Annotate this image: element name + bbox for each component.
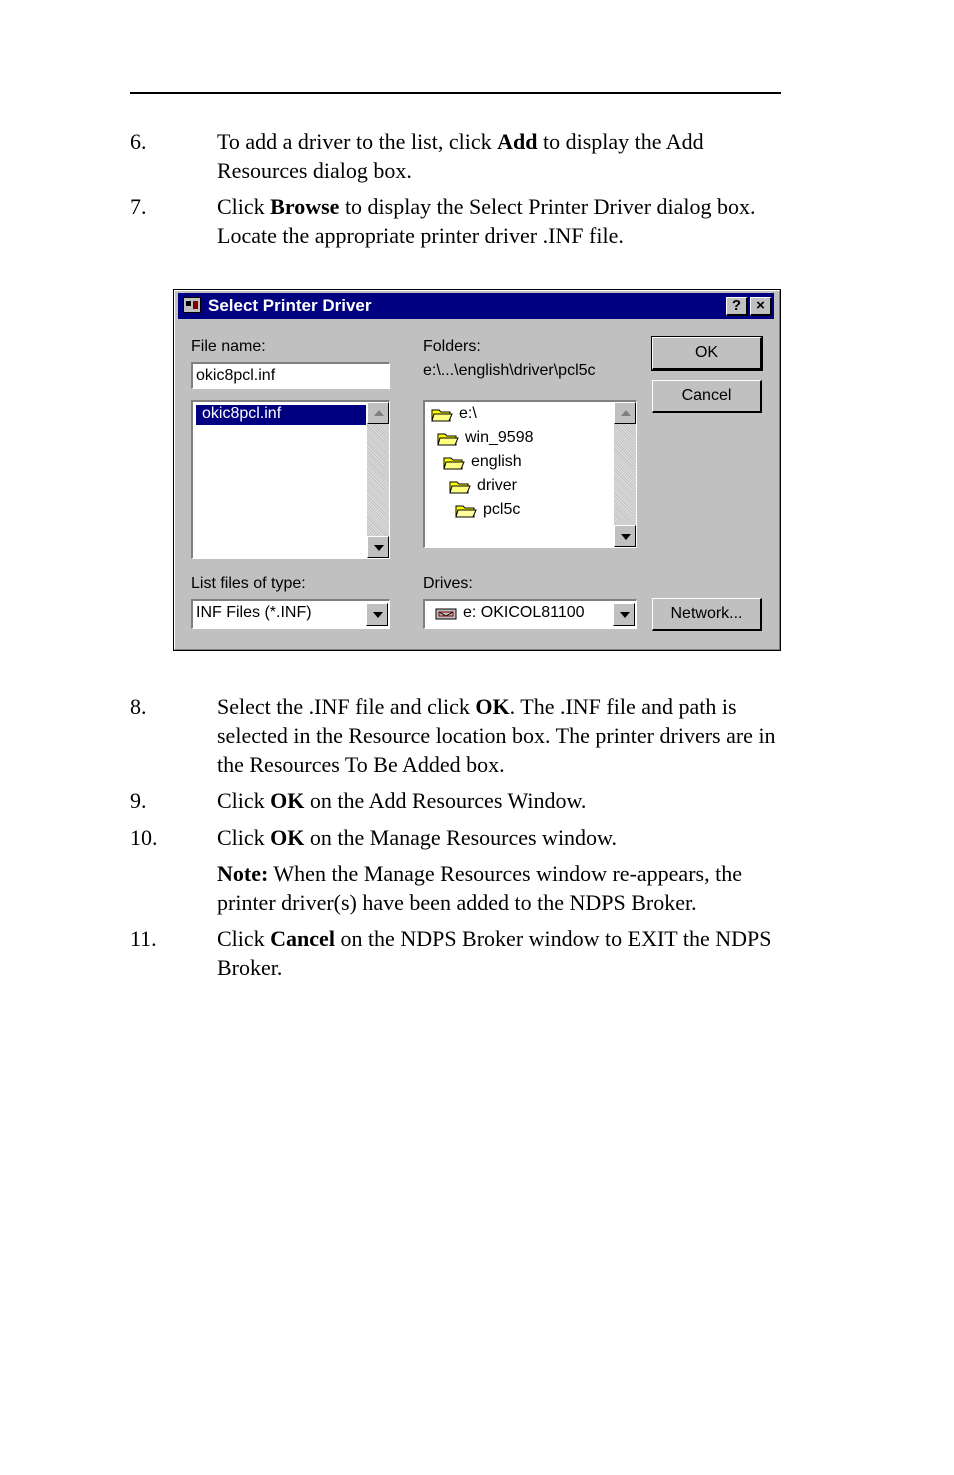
folders-path: e:\...\english\driver\pcl5c bbox=[423, 362, 596, 379]
open-folder-icon bbox=[431, 407, 453, 423]
step-text-part: to display the Add Resources dialog box. bbox=[217, 129, 704, 183]
chevron-down-icon bbox=[373, 612, 383, 618]
network-button[interactable]: Network... bbox=[652, 598, 762, 631]
note-paragraph bbox=[217, 859, 792, 917]
step-text-part: on the Add Resources Window. bbox=[304, 788, 587, 813]
file-name-value: okic8pcl.inf bbox=[196, 367, 276, 384]
list-type-label: List files of type: bbox=[191, 575, 306, 592]
step-text bbox=[217, 192, 792, 250]
step-text-part: . The .INF file and path is selected in the Resource location box. The printer drivers are in the Resources To Be Added box. bbox=[217, 694, 776, 777]
arrow-up-icon bbox=[374, 410, 384, 416]
scroll-up-button[interactable] bbox=[367, 402, 389, 424]
step-number: 10. bbox=[130, 825, 158, 850]
step-number: 9. bbox=[130, 788, 147, 813]
step-text bbox=[217, 692, 792, 779]
step-text-bold: OK bbox=[270, 788, 305, 813]
step-text-part: to display the Select Printer Driver dialog box. Locate the appropriate printer driver .INF file. bbox=[217, 194, 756, 248]
step-number: 11. bbox=[130, 926, 157, 951]
arrow-down-icon bbox=[374, 545, 384, 551]
drives-label: Drives: bbox=[423, 575, 473, 592]
file-name-label: File name: bbox=[191, 338, 266, 355]
scroll-down-button[interactable] bbox=[614, 525, 636, 547]
folders-label: Folders: bbox=[423, 338, 481, 355]
scroll-down-button[interactable] bbox=[367, 536, 389, 558]
scroll-up-button[interactable] bbox=[614, 402, 636, 424]
window-app-icon bbox=[183, 297, 201, 313]
step-text-bold: Browse bbox=[270, 194, 340, 219]
cancel-button[interactable]: Cancel bbox=[652, 380, 762, 413]
step-text bbox=[217, 786, 792, 815]
ok-button[interactable]: OK bbox=[652, 337, 762, 370]
step-text-part: Click bbox=[217, 926, 271, 951]
header-rule bbox=[130, 92, 781, 94]
step-text-part: on the NDPS Broker window to EXIT the NDPS Broker. bbox=[217, 926, 772, 980]
step-text bbox=[217, 823, 792, 852]
select-printer-driver-dialog bbox=[173, 289, 781, 651]
arrow-up-icon bbox=[621, 410, 631, 416]
arrow-down-icon bbox=[621, 534, 631, 540]
file-name-input[interactable] bbox=[191, 362, 390, 389]
dialog-title: Select Printer Driver bbox=[208, 296, 372, 315]
file-list-scrollbar[interactable] bbox=[367, 402, 389, 558]
open-folder-icon bbox=[437, 431, 459, 447]
step-text-part: Click bbox=[217, 825, 271, 850]
open-folder-icon bbox=[449, 479, 471, 495]
folder-tree-scrollbar[interactable] bbox=[614, 402, 636, 547]
list-item-label: okic8pcl.inf bbox=[202, 405, 282, 422]
folder-tree[interactable] bbox=[423, 400, 637, 548]
dialog-titlebar[interactable] bbox=[178, 293, 774, 319]
open-folder-icon bbox=[443, 455, 465, 471]
open-folder-icon bbox=[455, 503, 477, 519]
step-text-part: Click bbox=[217, 788, 271, 813]
step-text-bold: OK bbox=[475, 694, 510, 719]
drives-value: e: OKICOL81100 bbox=[463, 604, 585, 621]
folder-name: e:\ bbox=[459, 405, 477, 422]
step-text-bold: Cancel bbox=[270, 926, 335, 951]
close-button[interactable]: × bbox=[750, 297, 772, 316]
folder-name: driver bbox=[477, 477, 518, 494]
file-type-value: INF Files (*.INF) bbox=[196, 604, 312, 621]
step-text-bold: OK bbox=[270, 825, 305, 850]
chevron-down-icon bbox=[620, 612, 630, 618]
step-text bbox=[217, 924, 792, 982]
note-label: Note: bbox=[217, 861, 269, 886]
folder-name: pcl5c bbox=[483, 501, 521, 518]
step-number: 7. bbox=[130, 194, 147, 219]
folder-name: english bbox=[471, 453, 522, 470]
step-number: 6. bbox=[130, 129, 147, 154]
drives-select[interactable] bbox=[423, 599, 637, 629]
step-text-part: To add a driver to the list, click bbox=[217, 129, 498, 154]
step-text-bold: Add bbox=[497, 129, 538, 154]
step-number: 8. bbox=[130, 694, 147, 719]
step-text-part: on the Manage Resources window. bbox=[304, 825, 618, 850]
file-list[interactable] bbox=[191, 400, 390, 559]
step-text-part: Click bbox=[217, 194, 271, 219]
file-type-dropdown-button[interactable] bbox=[366, 603, 388, 626]
folder-name: win_9598 bbox=[465, 429, 534, 446]
help-button[interactable]: ? bbox=[726, 297, 748, 316]
drives-dropdown-button[interactable] bbox=[613, 603, 635, 626]
note-text: When the Manage Resources window re-appears, the printer driver(s) have been added to the NDPS Broker. bbox=[217, 861, 742, 915]
file-type-select[interactable] bbox=[191, 599, 390, 629]
step-text-part: Select the .INF file and click bbox=[217, 694, 476, 719]
step-text bbox=[217, 127, 792, 185]
network-drive-icon bbox=[435, 607, 457, 621]
list-item[interactable] bbox=[196, 405, 366, 425]
